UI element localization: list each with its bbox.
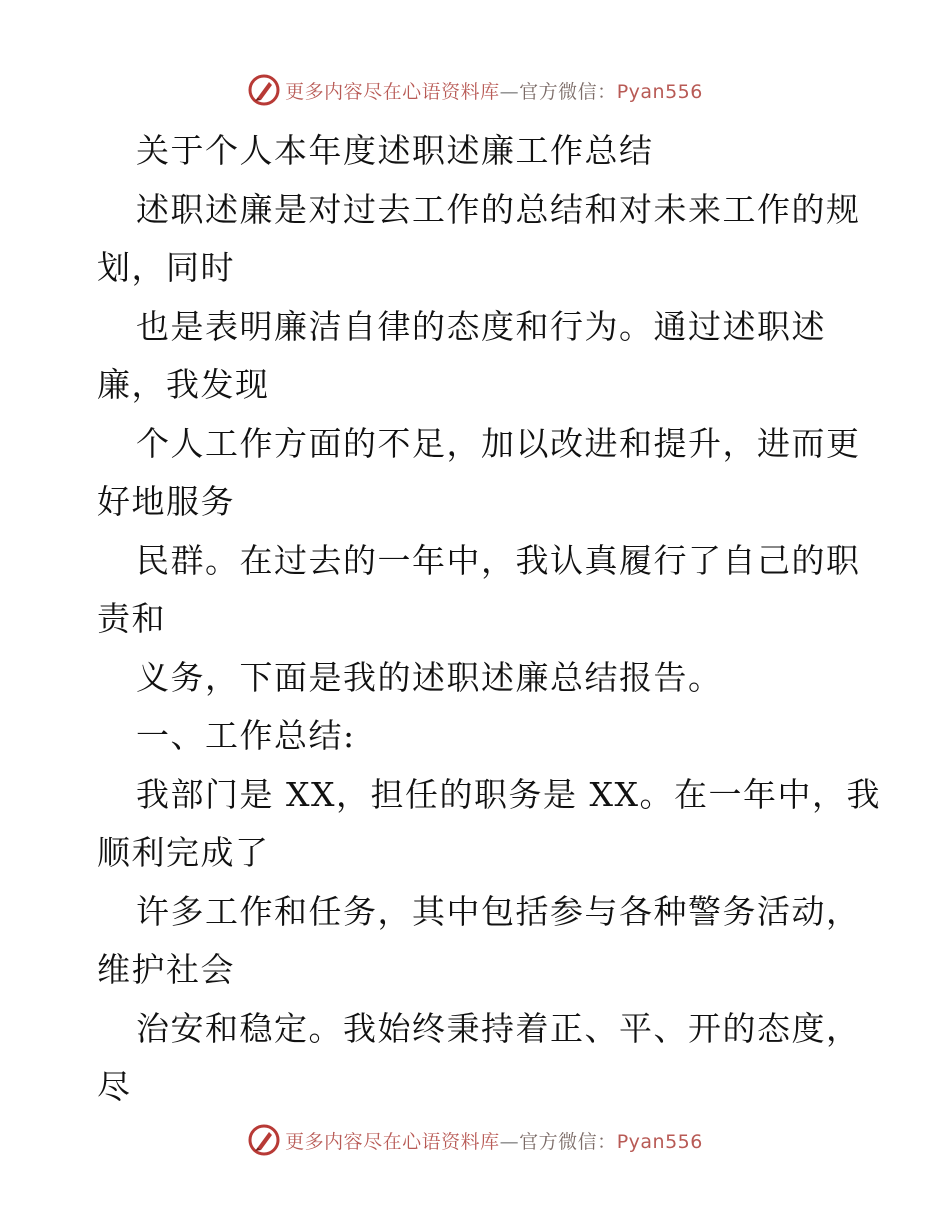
- header-site-name: 更多内容尽在心语资料库: [285, 80, 500, 103]
- paragraph-line: 民群。在过去的一年中，我认真履行了自己的职: [136, 540, 861, 580]
- paragraph-line: 许多工作和任务，其中包括参与各种警务活动，: [136, 891, 861, 931]
- footer-separator: —: [499, 1130, 520, 1153]
- footer-site-name: 更多内容尽在心语资料库: [285, 1130, 500, 1153]
- document-body: [97, 122, 881, 1117]
- paragraph-line: 尽: [97, 1067, 132, 1106]
- header-banner: [0, 70, 950, 110]
- paragraph-line: 义务，下面是我的述职述廉总结报告。: [136, 657, 723, 697]
- paragraph-line: 也是表明廉洁自律的态度和行为。通过述职述: [136, 306, 826, 346]
- footer-official-label: 官方微信：: [519, 1130, 617, 1153]
- pen-nib-logo-icon: [247, 73, 281, 107]
- footer-wechat-id: Pyan556: [616, 1130, 703, 1153]
- header-banner-text: [285, 77, 703, 104]
- pen-nib-logo-icon: [247, 1123, 281, 1157]
- paragraph-line: 治安和稳定。我始终秉持着正、平、开的态度，: [136, 1008, 861, 1048]
- paragraph-line: 廉，我发现: [97, 365, 270, 404]
- paragraph-line: 划，同时: [97, 248, 235, 287]
- paragraph-line: 述职述廉是对过去工作的总结和对未来工作的规: [136, 189, 861, 229]
- paragraph-line: 责和: [97, 599, 166, 638]
- header-separator: —: [499, 80, 520, 103]
- paragraph-line: 好地服务: [97, 482, 235, 521]
- footer-banner-text: [285, 1127, 703, 1154]
- footer-banner: [0, 1120, 950, 1160]
- document-title: 关于个人本年度述职述廉工作总结: [136, 131, 654, 170]
- paragraph-line: 我部门是 XX，担任的职务是 XX。在一年中，我: [136, 774, 881, 814]
- paragraph-line: 维护社会: [97, 950, 235, 989]
- header-official-label: 官方微信：: [519, 80, 617, 103]
- section-heading: 一、工作总结:: [136, 716, 356, 755]
- header-wechat-id: Pyan556: [616, 80, 703, 103]
- paragraph-line: 个人工作方面的不足，加以改进和提升，进而更: [136, 423, 861, 463]
- paragraph-line: 顺利完成了: [97, 833, 270, 872]
